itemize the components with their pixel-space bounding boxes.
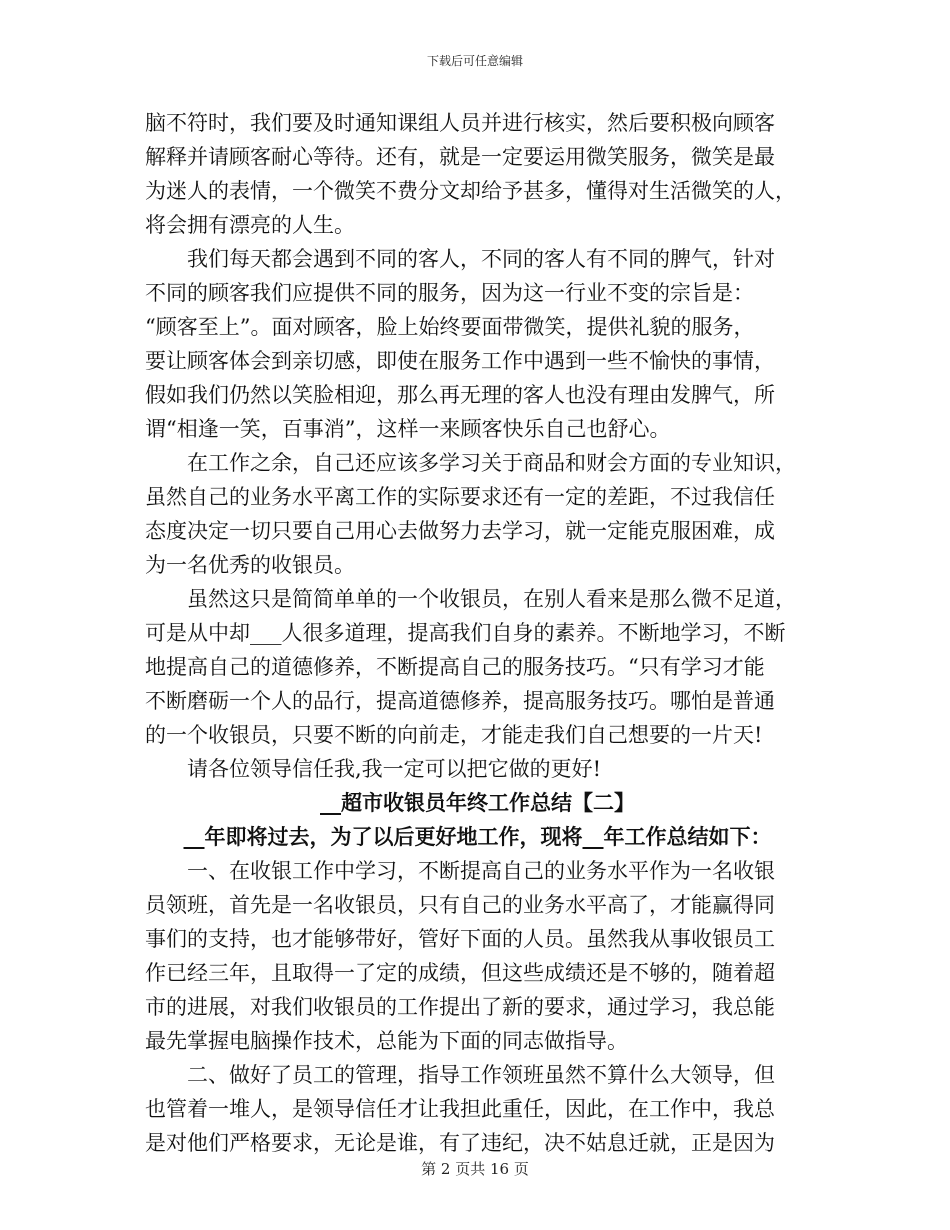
- text-line: 解释并请顾客耐心等待。还有，就是一定要运用微笑服务，微笑是最: [145, 145, 775, 169]
- paragraph-first-line: 一、在收银工作中学习，不断提高自己的业务水平作为一名收银: [187, 859, 775, 883]
- page-header: 下载后可任意编辑: [426, 54, 523, 68]
- paragraph-first-line: 我们每天都会遇到不同的客人，不同的客人有不同的脾气，针对: [187, 247, 775, 271]
- text-line: 最先掌握电脑操作技术，总能为下面的同志做指导。: [145, 1029, 628, 1053]
- text-line: 不断磨砺一个人的品行，提高道德修养，提高服务技巧。哪怕是普通: [145, 689, 775, 713]
- text-line: 将会拥有漂亮的人生。: [145, 213, 355, 237]
- text-line: 态度决定一切只要自己用心去做努力去学习，就一定能克服困难，成: [145, 519, 775, 543]
- paragraph-first-line: 二、做好了员工的管理，指导工作领班虽然不算什么大领导，但: [187, 1063, 775, 1087]
- text-line: 也管着一堆人，是领导信任才让我担此重任，因此，在工作中，我总: [145, 1097, 775, 1121]
- text-line: 地提高自己的道德修养，不断提高自己的服务技巧。“只有学习才能: [145, 655, 765, 679]
- text-line: 的一个收银员，只要不断的向前走，才能走我们自己想要的一片天!: [145, 723, 763, 747]
- text-line: 可是从中却___人很多道理，提高我们自身的素养。不断地学习，不断: [145, 621, 786, 645]
- text-line: “顾客至上”。面对顾客，脸上始终要面带微笑，提供礼貌的服务，: [145, 315, 755, 339]
- paragraph-first-line: 请各位领导信任我,我一定可以把它做的更好!: [187, 757, 602, 781]
- paragraph-first-line: 在工作之余，自己还应该多学习关于商品和财会方面的专业知识，: [187, 451, 796, 475]
- text-line: 员领班，首先是一名收银员，只有自己的业务水平高了，才能赢得同: [145, 893, 775, 917]
- text-line: 市的进展，对我们收银员的工作提出了新的要求，通过学习，我总能: [145, 995, 775, 1019]
- text-line: 脑不符时，我们要及时通知课组人员并进行核实，然后要积极向顾客: [145, 111, 775, 135]
- paragraph-first-line: 虽然这只是简简单单的一个收银员，在别人看来是那么微不足道，: [187, 587, 796, 611]
- text-line: 是对他们严格要求，无论是谁，有了违纪，决不姑息迁就，正是因为: [145, 1131, 775, 1155]
- section-subtitle: __年即将过去，为了以后更好地工作，现将__年工作总结如下：: [183, 824, 772, 849]
- page-footer: 第 2 页共 16 页: [421, 1160, 529, 1178]
- document-body: [145, 106, 810, 1160]
- section-title: __超市收银员年终工作总结【二】: [320, 790, 635, 815]
- text-line: 虽然自己的业务水平离工作的实际要求还有一定的差距，不过我信任: [145, 485, 775, 509]
- text-line: 为一名优秀的收银员。: [145, 553, 355, 577]
- text-line: 要让顾客体会到亲切感，即使在服务工作中遇到一些不愉快的事情，: [145, 349, 775, 373]
- text-line: 作已经三年，且取得一了定的成绩，但这些成绩还是不够的，随着超: [145, 961, 775, 985]
- text-line: 假如我们仍然以笑脸相迎，那么再无理的客人也没有理由发脾气，所: [145, 383, 775, 407]
- text-line: 谓“相逢一笑，百事消”，这样一来顾客快乐自己也舒心。: [145, 417, 671, 441]
- text-line: 不同的顾客我们应提供不同的服务，因为这一行业不变的宗旨是：: [145, 281, 754, 305]
- text-line: 事们的支持，也才能够带好，管好下面的人员。虽然我从事收银员工: [145, 927, 775, 951]
- text-line: 为迷人的表情，一个微笑不费分文却给予甚多，懂得对生活微笑的人，: [145, 179, 796, 203]
